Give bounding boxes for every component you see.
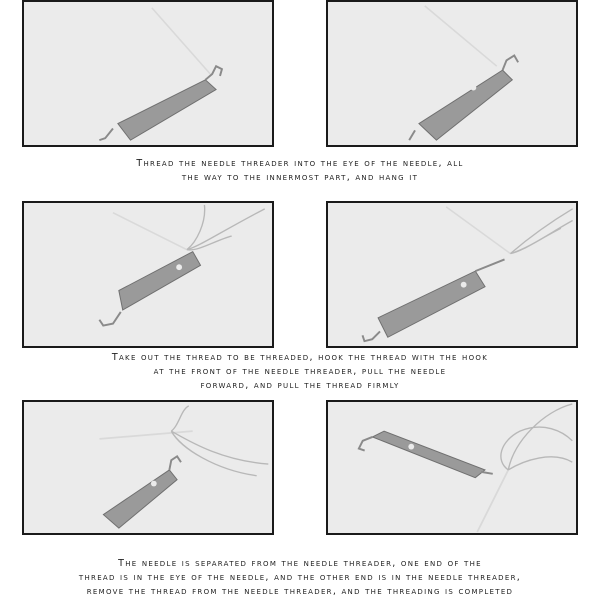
needle-threader-image [328,402,576,533]
caption-line: the way to the innermost part, and hang it [181,172,419,183]
caption-line: thread is in the eye of the needle, and the other end is in the needle threader, [78,572,522,583]
needle-threader-image [328,203,576,346]
needle-threader-image [24,203,272,346]
needle-threader-image [328,2,576,145]
needle-threader-image [24,2,272,145]
needle-threader-image [24,402,272,533]
caption-line: forward, and pull the thread firmly [200,380,400,391]
step-2-caption [0,351,600,393]
step-3-caption [0,557,600,599]
step-3-photo-left [22,400,274,535]
caption-line: Take out the thread to be threaded, hook the thread with the hook [111,352,489,363]
step-1-caption [0,157,600,185]
caption-line: The needle is separated from the needle threader, one end of the [118,558,482,569]
step-1-photo-right [326,0,578,147]
step-3-photo-right [326,400,578,535]
step-2-photo-left [22,201,274,348]
caption-line: Thread the needle threader into the eye of the needle, all [136,158,464,169]
caption-line: at the front of the needle threader, pull the needle [153,366,447,377]
step-1-photo-left [22,0,274,147]
step-2-photo-right [326,201,578,348]
caption-line: remove the thread from the needle threader, and the threading is completed [86,586,514,597]
